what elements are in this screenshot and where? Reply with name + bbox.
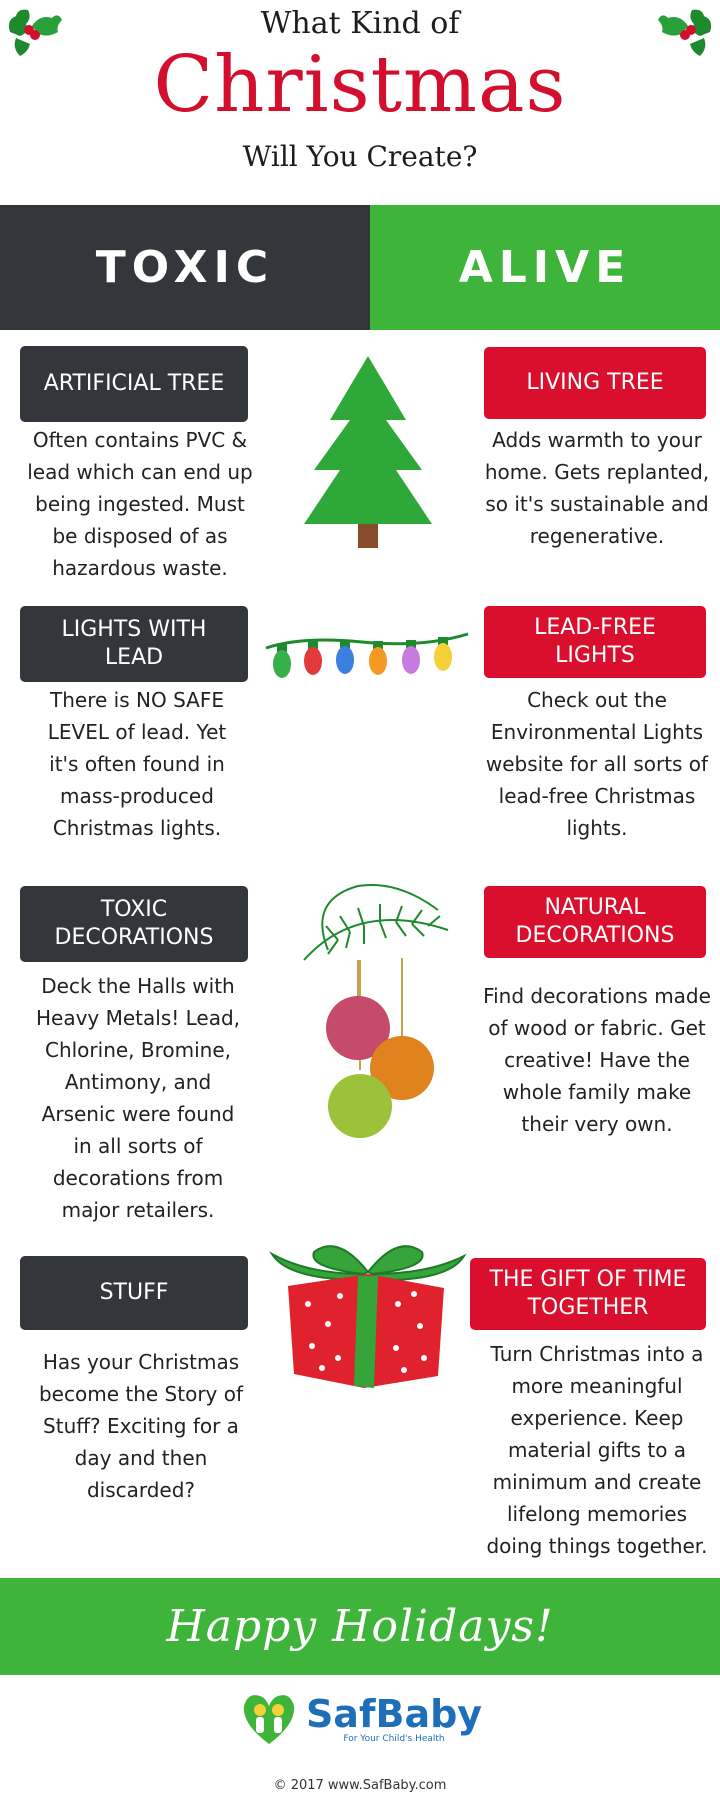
alive-label-living-tree: LIVING TREE [484,347,706,419]
ornaments-icon [298,880,458,1150]
copyright-text: © 2017 www.SafBaby.com [273,1778,447,1793]
alive-desc-natural-decorations: Find decorations made of wood or fabric. Get creative! Have the whole family make their very own. [483,984,711,1136]
brand-name: SafBaby [305,1692,483,1736]
toxic-label-stuff: STUFF [20,1256,248,1330]
alive-desc-gift-of-time: Turn Christmas into a more meaningful experience. Keep material gifts to a minimum and create lifelong memories doing things together. [486,1342,708,1558]
pine-tree-icon [300,352,436,554]
toxic-label-lights-with-lead: LIGHTS WITH LEAD [20,606,248,682]
alive-desc-living-tree: Adds warmth to your home. Gets replanted, so it's sustainable and regenerative. [484,428,710,548]
alive-desc-lead-free-lights: Check out the Environmental Lights website for all sorts of lead-free Christmas lights. [485,688,709,840]
alive-label-natural-decorations: NATURAL DECORATIONS [484,886,706,958]
toxic-label-toxic-decorations: TOXIC DECORATIONS [20,886,248,962]
title-line-1: What Kind of [260,6,460,41]
safbaby-brand-text [306,1694,482,1744]
toxic-header [0,205,370,330]
alive-header [370,205,720,330]
alive-label-lead-free-lights: LEAD-FREE LIGHTS [484,606,706,678]
toxic-desc-artificial-tree: Often contains PVC & lead which can end up being ingested. Must be disposed of as hazardous waste. [27,428,253,580]
safbaby-logo-icon [238,1690,300,1748]
gift-box-icon [268,1234,468,1390]
happy-holidays-banner [0,1578,720,1675]
string-lights-icon [262,630,472,710]
alive-header-label: ALIVE [458,242,632,293]
title-line-3: Will You Create? [242,140,478,173]
title-main: Christmas [153,40,567,130]
toxic-desc-lights-with-lead: There is NO SAFE LEVEL of lead. Yet it's often found in mass-produced Christmas lights. [47,688,227,840]
safbaby-brand [0,1690,720,1748]
alive-label-gift-of-time: THE GIFT OF TIME TOGETHER [470,1258,706,1330]
toxic-desc-stuff: Has your Christmas become the Story of Stuff? Exciting for a day and then discarded? [38,1350,244,1502]
toxic-header-label: TOXIC [95,242,275,293]
toxic-desc-toxic-decorations: Deck the Halls with Heavy Metals! Lead, Chlorine, Bromine, Antimony, and Arsenic were found in all sorts of decorations from major retailers. [35,974,241,1222]
happy-holidays-text: Happy Holidays! [166,1601,554,1652]
brand-tagline: For Your Child's Health [343,1734,445,1744]
toxic-label-artificial-tree: ARTIFICIAL TREE [20,346,248,422]
